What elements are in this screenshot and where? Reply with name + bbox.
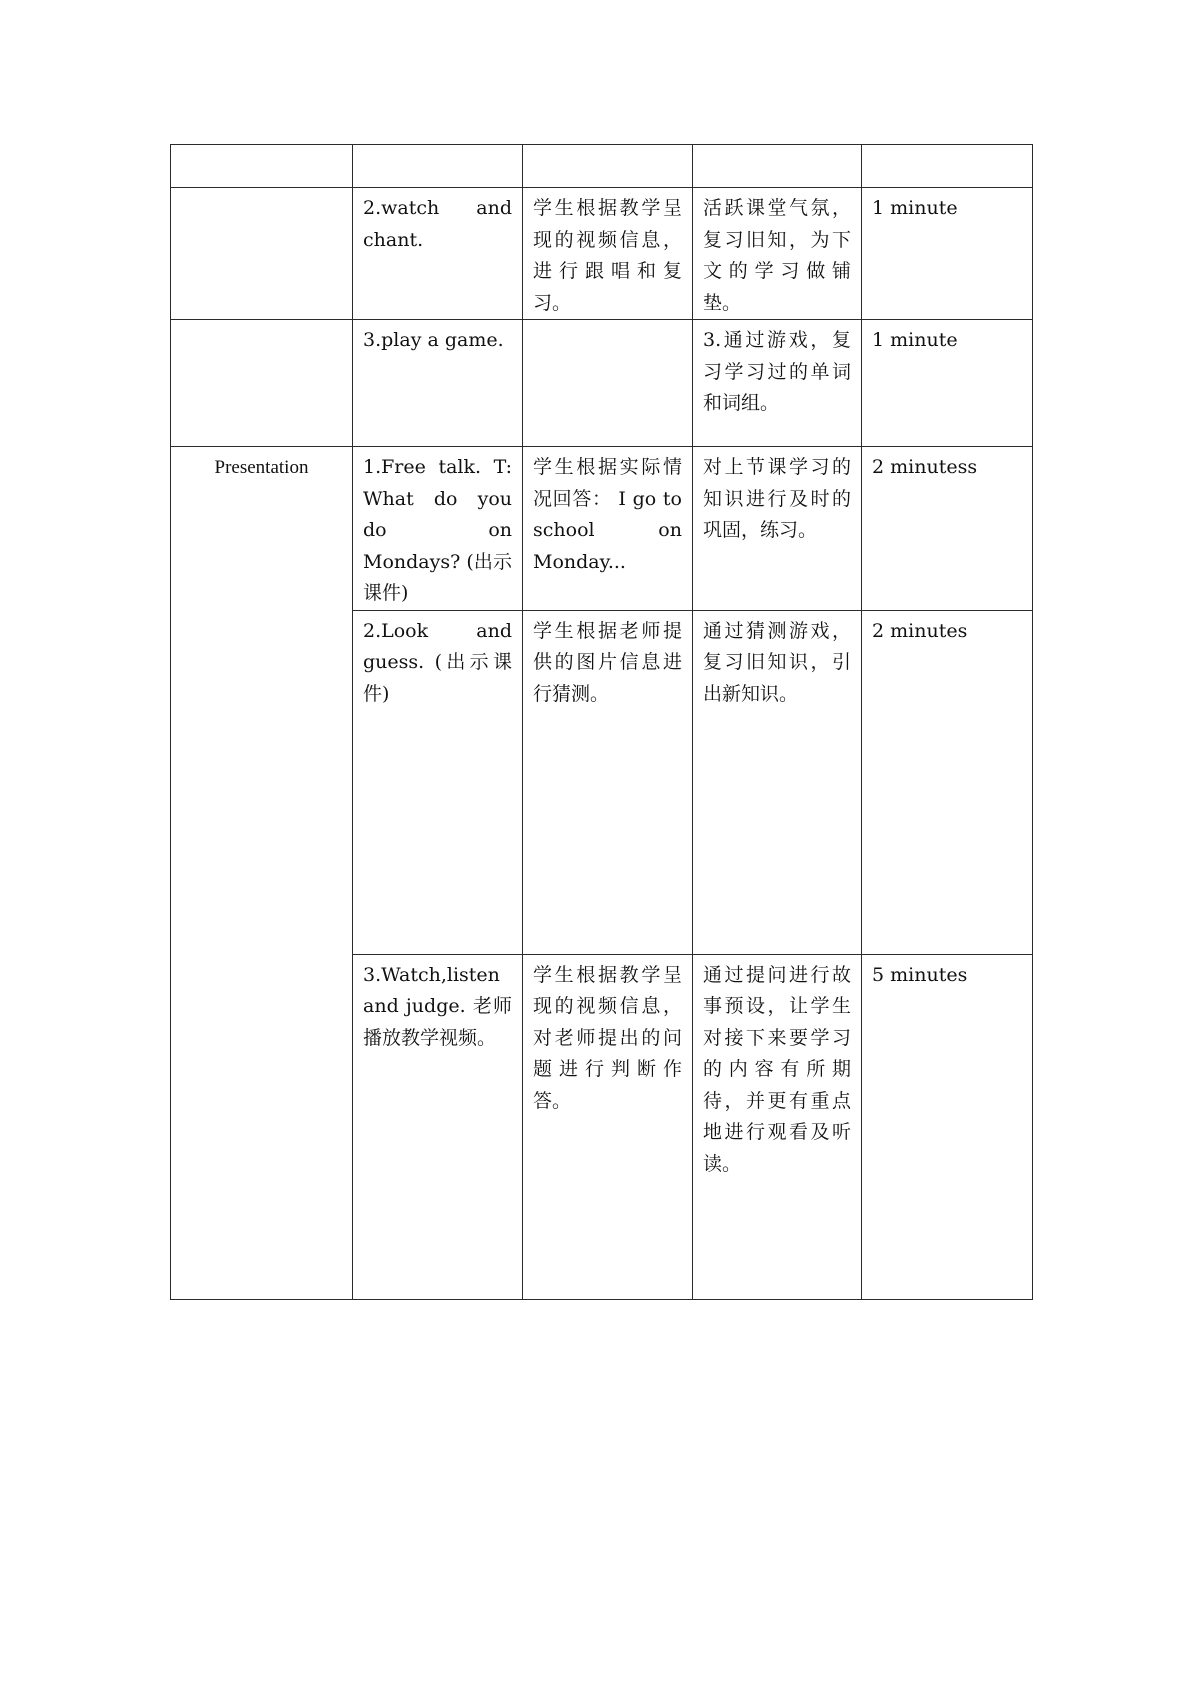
cell-activity: 3.Watch,listen and judge. 老师播放教学视频。: [353, 954, 523, 1299]
cell-time: 2 minutes: [862, 610, 1033, 954]
cell-purpose: 对上节课学习的知识进行及时的巩固，练习。: [693, 447, 862, 611]
cell-activity: 3.play a game.: [353, 320, 523, 447]
cell-purpose: 通过猜测游戏，复习旧知识，引出新知识。: [693, 610, 862, 954]
cell-stage: [171, 320, 353, 447]
table-row: [171, 447, 1033, 611]
cell-student: [523, 320, 693, 447]
table-row: [171, 188, 1033, 320]
cell-activity: 2.watch and chant.: [353, 188, 523, 320]
cell-student: 学生根据实际情况回答： I go to school on Monday...: [523, 447, 693, 611]
cell-purpose: 活跃课堂气氛，复习旧知，为下文的学习做铺垫。: [693, 188, 862, 320]
cell-student: 学生根据教学呈现的视频信息，进行跟唱和复习。: [523, 188, 693, 320]
lesson-plan-table: [170, 144, 1033, 1300]
cell-purpose: 3.通过游戏，复习学习过的单词和词组。: [693, 320, 862, 447]
table-row: [171, 320, 1033, 447]
cell-purpose: [693, 145, 862, 188]
cell-time: 1 minute: [862, 320, 1033, 447]
cell-time: 5 minutes: [862, 954, 1033, 1299]
cell-time: [862, 145, 1033, 188]
cell-student: 学生根据教学呈现的视频信息，对老师提出的问题进行判断作答。: [523, 954, 693, 1299]
cell-purpose: 通过提问进行故事预设，让学生对接下来要学习的内容有所期待，并更有重点地进行观看及听读。: [693, 954, 862, 1299]
cell-activity: [353, 145, 523, 188]
cell-student: [523, 145, 693, 188]
table-row-empty: [171, 145, 1033, 188]
cell-time: 1 minute: [862, 188, 1033, 320]
cell-activity: 1.Free talk. T: What do you do on Mondays? (出示课件): [353, 447, 523, 611]
cell-stage: [171, 145, 353, 188]
cell-activity: 2.Look and guess. (出示课件): [353, 610, 523, 954]
stage-label-presentation: Presentation: [171, 447, 353, 1300]
cell-student: 学生根据老师提供的图片信息进行猜测。: [523, 610, 693, 954]
cell-stage: [171, 188, 353, 320]
cell-time: 2 minutess: [862, 447, 1033, 611]
